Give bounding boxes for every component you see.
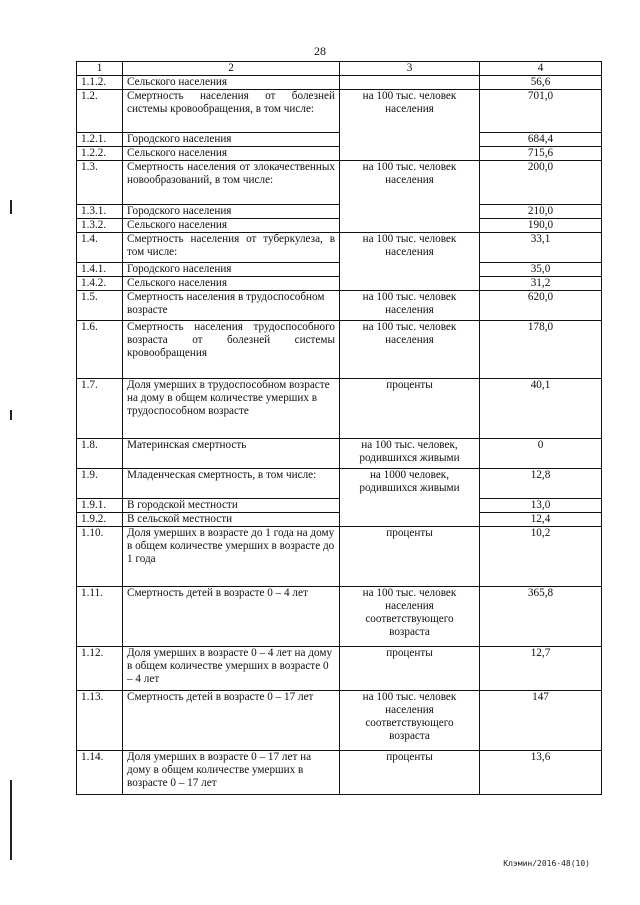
- indicators-table: [76, 61, 602, 795]
- row-number: 1.4.: [77, 233, 123, 263]
- row-indicator: Сельского населения: [123, 277, 340, 291]
- page-number: 28: [314, 44, 326, 58]
- row-number: 1.9.2.: [77, 513, 123, 527]
- row-unit: [340, 76, 480, 90]
- table-row: [77, 147, 602, 161]
- header-cell: 3: [340, 62, 480, 76]
- row-number: 1.12.: [77, 647, 123, 691]
- table-row: [77, 513, 602, 527]
- row-number: 1.9.1.: [77, 499, 123, 513]
- table-row: [77, 76, 602, 90]
- row-value: 10,2: [480, 527, 602, 587]
- table-row: [77, 263, 602, 277]
- row-indicator: Городского населения: [123, 133, 340, 147]
- row-unit: на 100 тыс. человек населения соответствующего возраста: [340, 691, 480, 751]
- row-value: 701,0: [480, 90, 602, 133]
- row-number: 1.13.: [77, 691, 123, 751]
- row-indicator: Смертность населения от злокачественных новообразований, в том числе:: [123, 161, 340, 205]
- table-row: [77, 205, 602, 219]
- row-number: 1.4.1.: [77, 263, 123, 277]
- row-indicator: Смертность населения от туберкулеза, в том числе:: [123, 233, 340, 263]
- row-indicator: Смертность детей в возрасте 0 – 4 лет: [123, 587, 340, 647]
- row-value: 200,0: [480, 161, 602, 205]
- row-value: 190,0: [480, 219, 602, 233]
- row-unit: на 100 тыс. человек населения соответствующего возраста: [340, 587, 480, 647]
- row-number: 1.6.: [77, 321, 123, 379]
- row-number: 1.4.2.: [77, 277, 123, 291]
- row-value: 35,0: [480, 263, 602, 277]
- row-value: 365,8: [480, 587, 602, 647]
- row-value: 33,1: [480, 233, 602, 263]
- row-indicator: Доля умерших в трудоспособном возрасте на дому в общем количестве умерших в трудоспособном возрасте: [123, 379, 340, 439]
- document-code: Клэмин/2016-48(10): [503, 859, 590, 868]
- row-indicator: Доля умерших в возрасте 0 – 4 лет на дому в общем количестве умерших в возрасте 0 – 4 лет: [123, 647, 340, 691]
- table-row: [77, 379, 602, 439]
- row-value: 12,8: [480, 469, 602, 499]
- row-value: 684,4: [480, 133, 602, 147]
- table-row: [77, 291, 602, 321]
- row-indicator: Смертность населения от болезней системы кровообращения, в том числе:: [123, 90, 340, 133]
- table-row: [77, 277, 602, 291]
- row-indicator: Смертность населения в трудоспособном возрасте: [123, 291, 340, 321]
- row-unit: на 1000 человек, родившихся живыми: [340, 469, 480, 527]
- header-cell: 2: [123, 62, 340, 76]
- row-indicator: Смертность детей в возрасте 0 – 17 лет: [123, 691, 340, 751]
- row-number: 1.8.: [77, 439, 123, 469]
- table-row: [77, 90, 602, 133]
- table-row: [77, 233, 602, 263]
- table-row: [77, 161, 602, 205]
- row-value: 13,6: [480, 751, 602, 795]
- table-row: [77, 647, 602, 691]
- row-value: 715,6: [480, 147, 602, 161]
- row-value: 31,2: [480, 277, 602, 291]
- row-number: 1.7.: [77, 379, 123, 439]
- row-unit: на 100 тыс. человек населения: [340, 321, 480, 379]
- row-unit: на 100 тыс. человек, родившихся живыми: [340, 439, 480, 469]
- row-value: 13,0: [480, 499, 602, 513]
- table-row: [77, 587, 602, 647]
- row-value: 147: [480, 691, 602, 751]
- row-value: 12,7: [480, 647, 602, 691]
- table-row: [77, 691, 602, 751]
- row-number: 1.3.: [77, 161, 123, 205]
- row-unit: проценты: [340, 647, 480, 691]
- row-number: 1.2.2.: [77, 147, 123, 161]
- row-value: 620,0: [480, 291, 602, 321]
- table-header-row: [77, 62, 602, 76]
- row-unit: на 100 тыс. человек населения: [340, 161, 480, 233]
- row-unit: на 100 тыс. человек населения: [340, 90, 480, 161]
- row-number: 1.3.2.: [77, 219, 123, 233]
- row-value: 0: [480, 439, 602, 469]
- table-row: [77, 499, 602, 513]
- row-indicator: Доля умерших в возрасте до 1 года на дому в общем количестве умерших в возрасте до 1 года: [123, 527, 340, 587]
- row-number: 1.3.1.: [77, 205, 123, 219]
- row-indicator: Городского населения: [123, 205, 340, 219]
- row-value: 56,6: [480, 76, 602, 90]
- row-indicator: Доля умерших в возрасте 0 – 17 лет на дому в общем количестве умерших в возрасте 0 – 17 лет: [123, 751, 340, 795]
- row-number: 1.14.: [77, 751, 123, 795]
- table-row: [77, 133, 602, 147]
- margin-mark: [10, 200, 12, 214]
- table-row: [77, 439, 602, 469]
- row-number: 1.5.: [77, 291, 123, 321]
- row-unit: проценты: [340, 527, 480, 587]
- row-number: 1.1.2.: [77, 76, 123, 90]
- header-cell: 4: [480, 62, 602, 76]
- row-indicator: Материнская смертность: [123, 439, 340, 469]
- row-indicator: Младенческая смертность, в том числе:: [123, 469, 340, 499]
- row-value: 210,0: [480, 205, 602, 219]
- row-value: 40,1: [480, 379, 602, 439]
- row-number: 1.2.: [77, 90, 123, 133]
- row-unit: проценты: [340, 379, 480, 439]
- row-value: 178,0: [480, 321, 602, 379]
- table-row: [77, 219, 602, 233]
- row-unit: на 100 тыс. человек населения: [340, 233, 480, 291]
- margin-mark: [10, 780, 12, 860]
- row-number: 1.2.1.: [77, 133, 123, 147]
- table-row: [77, 321, 602, 379]
- row-indicator: Сельского населения: [123, 76, 340, 90]
- margin-mark: [10, 410, 12, 420]
- row-indicator: Сельского населения: [123, 219, 340, 233]
- row-unit: на 100 тыс. человек населения: [340, 291, 480, 321]
- row-number: 1.9.: [77, 469, 123, 499]
- row-indicator: Смертность населения трудоспособного возраста от болезней системы кровообращения: [123, 321, 340, 379]
- table-row: [77, 469, 602, 499]
- row-indicator: Городского населения: [123, 263, 340, 277]
- row-value: 12,4: [480, 513, 602, 527]
- row-indicator: Сельского населения: [123, 147, 340, 161]
- row-unit: проценты: [340, 751, 480, 795]
- table-row: [77, 527, 602, 587]
- row-number: 1.11.: [77, 587, 123, 647]
- table-row: [77, 751, 602, 795]
- row-indicator: В городской местности: [123, 499, 340, 513]
- row-number: 1.10.: [77, 527, 123, 587]
- row-indicator: В сельской местности: [123, 513, 340, 527]
- header-cell: 1: [77, 62, 123, 76]
